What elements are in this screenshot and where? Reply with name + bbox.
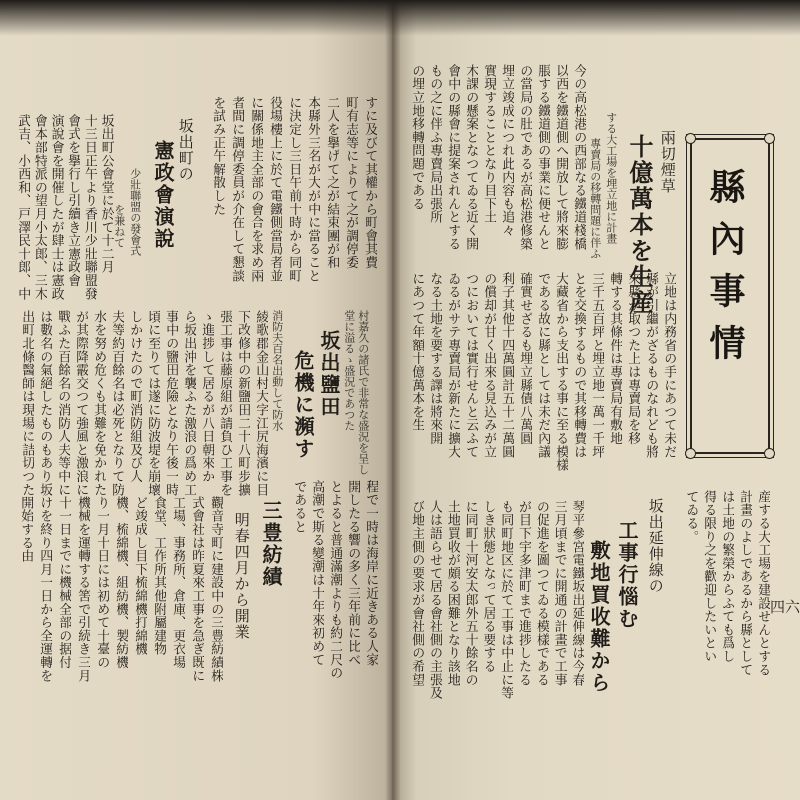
text-column: 水を努め危くも其難を免かれた (91, 310, 107, 497)
box-corner (764, 448, 775, 459)
article-body (290, 480, 380, 710)
article-lead: 專賣局の移轉問題に伴ふ (588, 138, 602, 259)
article-lead: する大工場を埋立地に計畫 (604, 112, 618, 244)
text-column: 開始する由 (18, 496, 34, 563)
text-column: なる土地を要する譯は將來開 (427, 272, 443, 445)
text-column: 琴平參宮電鐵坂出延伸線は今春 (569, 500, 585, 687)
text-column: に關係地主全部の會合を求め兩 (248, 96, 264, 283)
text-column: は土地の繁榮からふても爲し (719, 490, 735, 663)
text-column: 機、梳綿機、組紡機、製紡機 (113, 496, 129, 669)
article-body (14, 496, 226, 796)
text-column: 會本部特派の望月小太郎、三木 (31, 114, 47, 301)
text-column: 坂出町公會堂に於て十二月 (98, 114, 114, 274)
article-subtitle: を兼ねて (112, 204, 126, 248)
text-column: 得る限り之を歡迎したいとい (701, 490, 717, 663)
text-column: ゝ進捗して居るが八日朝來か (199, 310, 215, 483)
text-column: の償却が甘く出來る見込みが立 (481, 272, 497, 459)
article-title: 三豊紡績 (259, 500, 283, 588)
text-column: 事中の鹽田危險となり午後一時 (163, 310, 179, 497)
article-lead: 村嘉久の諸氏で非常な盛況を呈し (356, 310, 370, 475)
text-column: も同町地区に於て工事は中止に等 (498, 500, 514, 700)
text-column: 會中の縣會に提案されんとする (445, 64, 461, 251)
text-column: り一月十日には初めて十臺の (94, 496, 110, 669)
text-column: 縣が引繼がざるものなれども將 (643, 272, 659, 459)
text-column: 今の高松港の西部なる鐵道棧橋 (571, 64, 587, 251)
article-kicker: 坂出鹽田 (317, 330, 341, 418)
article-subtitle: 明春四月から開業 (232, 512, 251, 640)
text-column: 木課の懸案となつてゐる近く開 (463, 64, 479, 251)
text-column: 立地は内務省の手にあつて未だ (661, 272, 677, 459)
text-column: 確實せざるも埋立縣債八萬圓 (517, 272, 533, 445)
text-column: もの之に伴ふ專賣局出張所 (427, 64, 443, 224)
article-subtitle: 敷地買收難から (587, 540, 611, 694)
text-column: すに及びて其權から町會其費 (362, 96, 378, 269)
box-corner (764, 133, 775, 144)
text-column: 計畫のよしであるから縣として (737, 490, 753, 677)
article-title: 憲政會演說 (151, 140, 175, 250)
text-column: が目下宇多津町まで進捗したる (516, 500, 532, 687)
text-column: 開したる響の多く三年前に比べ (345, 480, 361, 667)
article-body (14, 114, 114, 304)
article-body (408, 64, 588, 274)
text-column: 高潮で斯る變潮は十年來初めて (309, 480, 325, 667)
text-column: 三月頃までに開通の計畫で工事 (551, 500, 567, 687)
text-column: 工場、事務所、倉庫、更衣場 (170, 496, 186, 669)
text-column: 利子其他十四萬圓計五十二萬圓 (499, 272, 515, 459)
text-column: 實現することとなり目下土 (481, 64, 497, 224)
text-column: にあつて年額十億萬本を生 (409, 272, 425, 432)
text-column: の促進を圖つてゐる模樣である (533, 500, 549, 687)
article-subtitle: 消防夫百名出動して防水 (270, 310, 284, 431)
text-column: 埋立竣成につれ此内容も追々 (499, 64, 515, 237)
text-column: 機械を運轉する筈で引続き三月 (75, 496, 91, 683)
text-column: ゐるがサテ專賣局が新たに擴大 (445, 272, 461, 459)
text-column: 戰ふた百餘名の消防人夫等中に (55, 310, 71, 497)
article-kicker: 坂出延伸線の (646, 498, 665, 594)
text-column: ど竣成し目下梳綿機打綿機 (132, 496, 148, 656)
text-column: 來縣が取つた上は專賣局を移 (625, 272, 641, 445)
page-number: 四六 (770, 598, 800, 616)
text-column: てゐる。 (683, 490, 699, 544)
text-column: とよると普通滿潮よりも約二尺の (327, 480, 343, 680)
text-column: に決定し三日午前十時から同町 (286, 96, 302, 283)
text-column: である故に縣としては未だ內議 (535, 272, 551, 459)
text-column: ら坂出沖を襲ふた激浪の爲め工 (181, 310, 197, 497)
text-column: に同町十河安太郎外五十餘名の (462, 500, 478, 687)
text-column: 夫等約百餘名は必死となりて防 (109, 310, 125, 497)
text-column: 人は語らせて居る會社側の主張及 (427, 500, 443, 700)
text-column: 張工事は藤原組が請負ひ工事を (217, 310, 233, 497)
text-column: 演說會を開催したが肆士は憲政 (48, 114, 64, 301)
text-column: 綾歌郡金山村大字江尻海濱に目 (253, 310, 269, 497)
text-column: は數名の氣絕したものもあり坂 (37, 310, 53, 497)
text-column: 武吉、小西和、戸澤民十郎、中 (15, 114, 31, 301)
text-column: 會式を擧行し引續き立憲政會 (65, 114, 81, 287)
box-corner (685, 448, 696, 459)
text-column: び地主側の要求が會社側の希望 (409, 500, 425, 687)
article-body (680, 490, 772, 790)
text-column: 下改修中の新鹽田二十八町步擴 (235, 310, 251, 497)
article-body (200, 96, 380, 296)
text-column: 役場樓上に於て電鐵側當局者並 (267, 96, 283, 283)
text-column: を試み正午解散した (210, 96, 226, 216)
text-column: 二人を擧げて之が結束團が和 (324, 96, 340, 269)
text-column: けを終り四月一日から全運轉を (37, 496, 53, 683)
text-column: とを交換するもので其移轉費は (571, 272, 587, 459)
text-column: 轉する其條件は專賣局有敷地 (607, 272, 623, 445)
text-column: 以西を鐵道側へ開放して將來膨 (553, 64, 569, 251)
text-column: 十一日までに機械全部の据付 (56, 496, 72, 669)
article-body (408, 272, 678, 492)
text-column: 式會社は昨夏來工事を急ぎ既に (189, 496, 205, 683)
article-lead: 堂に溢るゝ盛況であつた (342, 310, 356, 431)
text-column: 程で一時は海岸に近きある人家 (363, 480, 379, 667)
text-column: 者間に調停委員が介在して懇談 (229, 96, 245, 283)
text-column: が其際降霰交つて強風と激浪に (73, 310, 89, 497)
text-column: 十三日正午より香川少壯聯盟發 (81, 114, 97, 301)
text-column: 出町北條醫師は現場に詰切つた (19, 310, 35, 497)
article-kicker: 坂出町の (176, 118, 195, 182)
text-column: 頃に至りては遂に防波堤を崩壞 (145, 310, 161, 497)
text-column: つにおいては實行せんと云ふて (463, 272, 479, 459)
box-corner (685, 133, 696, 144)
article-title: 十億萬本を生産 (625, 134, 654, 316)
text-column: 産する大工場を建設せんとする (755, 490, 771, 677)
text-column: 本縣外三名が大が中に當ること (305, 96, 321, 283)
text-column: 三千五百坪と埋立地一萬一千坪 (589, 272, 605, 459)
article-kicker: 兩切煙草 (658, 130, 677, 194)
text-column: 觀音寺町に建設中の三豊紡績株 (208, 496, 224, 683)
text-column: しかけたので町消防組及び人 (127, 310, 143, 483)
article-body (408, 500, 586, 800)
text-column: 食堂、工作所其他附屬建物 (151, 496, 167, 656)
text-column: の埋立地移轉問題である (409, 64, 425, 211)
text-column: 大藏省から支出する事に至る模樣 (553, 272, 569, 472)
article-subtitle: 少壯聯盟の發會式 (128, 168, 142, 256)
article-title: 危機に瀕す (291, 350, 315, 460)
section-title: 縣內事情 (704, 168, 746, 376)
text-column: であると (291, 480, 307, 534)
text-column: 町有志等によりて之が調停委 (343, 96, 359, 269)
text-column: の當局の肚であるが高松港修築 (517, 64, 533, 251)
article-title: 工事行惱む (615, 520, 639, 630)
book-gutter (385, 0, 401, 800)
top-shadow (0, 0, 800, 36)
text-column: 脹する鐵道側の事業に便せんと (535, 64, 551, 251)
text-column: 土地買收が頗る困難となり該地 (444, 500, 460, 687)
text-column: しき狀態となって居る要する (480, 500, 496, 673)
